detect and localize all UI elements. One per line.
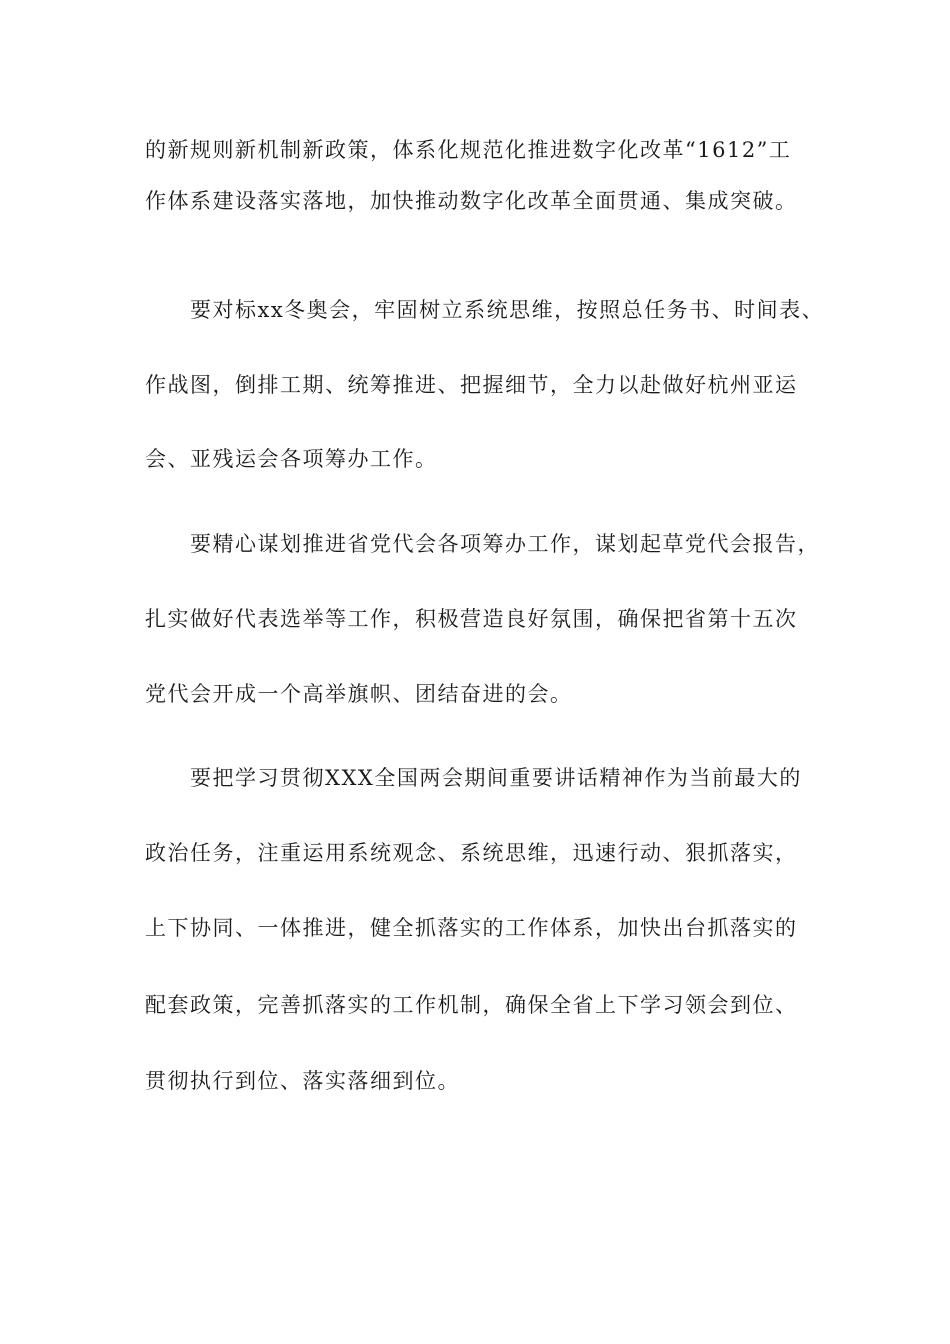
paragraph-2-line-3: 会、亚残运会各项筹办工作。	[145, 447, 438, 471]
paragraph-3-line-3: 党代会开成一个高举旗帜、团结奋进的会。	[145, 682, 573, 706]
text-line-1: 的新规则新机制新政策，体系化规范化推进数字化改革“1612”工	[145, 138, 792, 162]
paragraph-2-line-2: 作战图，倒排工期、统筹推进、把握细节，全力以赴做好杭州亚运	[145, 373, 798, 397]
paragraph-4-line-3: 上下协同、一体推进，健全抓落实的工作体系，加快出台抓落实的	[145, 916, 798, 940]
paragraph-3-line-2: 扎实做好代表选举等工作，积极营造良好氛围，确保把省第十五次	[145, 607, 798, 631]
paragraph-4-line-4: 配套政策，完善抓落实的工作机制，确保全省上下学习领会到位、	[145, 993, 798, 1017]
text-line-2: 作体系建设落实落地，加快推动数字化改革全面贯通、集成突破。	[145, 189, 798, 213]
paragraph-4-line-2: 政治任务，注重运用系统观念、系统思维，迅速行动、狠抓落实，	[145, 841, 798, 865]
paragraph-4-line-1: 要把学习贯彻XXX全国两会期间重要讲话精神作为当前最大的	[190, 766, 802, 790]
paragraph-2-line-1: 要对标xx冬奥会，牢固树立系统思维，按照总任务书、时间表、	[190, 298, 825, 322]
paragraph-3-line-1: 要精心谋划推进省党代会各项筹办工作，谋划起草党代会报告，	[190, 532, 820, 556]
paragraph-4-line-5: 贯彻执行到位、落实落细到位。	[145, 1069, 460, 1093]
